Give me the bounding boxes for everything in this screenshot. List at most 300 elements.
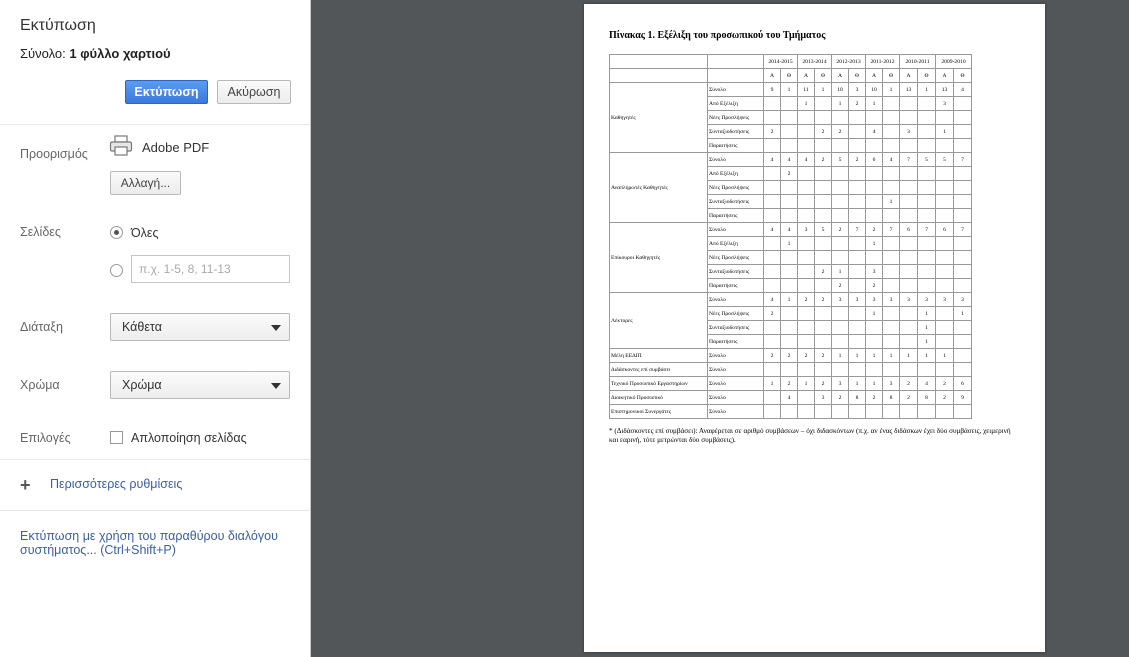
system-dialog-link[interactable]	[20, 529, 278, 557]
table-cell	[954, 349, 972, 363]
table-cell	[849, 209, 866, 223]
table-cell	[866, 405, 883, 419]
table-cell: 2	[849, 97, 866, 111]
table-cell: 5	[936, 153, 954, 167]
table-cell	[900, 237, 918, 251]
staff-category: Επίκουροι Καθηγητές	[610, 223, 708, 293]
table-cell	[832, 209, 849, 223]
table-cell	[764, 139, 781, 153]
table-cell	[883, 265, 900, 279]
table-cell	[954, 279, 972, 293]
table-cell	[815, 405, 832, 419]
table-row	[610, 349, 972, 363]
table-cell	[815, 111, 832, 125]
table-cell	[954, 97, 972, 111]
table-cell: 1	[866, 307, 883, 321]
table-cell: 3	[954, 293, 972, 307]
table-cell	[764, 209, 781, 223]
table-cell	[764, 335, 781, 349]
table-cell: 2	[866, 223, 883, 237]
table-cell	[815, 97, 832, 111]
table-cell	[918, 167, 936, 181]
table-cell	[900, 167, 918, 181]
table-cell	[954, 139, 972, 153]
table-cell: 1	[918, 335, 936, 349]
table-cell: 3	[918, 293, 936, 307]
table-cell	[918, 363, 936, 377]
table-row	[610, 391, 972, 405]
table-cell	[781, 251, 798, 265]
staff-category: Μέλη ΕΕΔΙΠ	[610, 349, 708, 363]
table-cell	[883, 335, 900, 349]
table-cell	[798, 279, 815, 293]
table-cell	[781, 307, 798, 321]
year-header: 2012-2013	[832, 55, 866, 69]
table-cell: 1	[918, 307, 936, 321]
table-cell: 3	[936, 293, 954, 307]
table-cell: 4	[764, 223, 781, 237]
table-cell: 6	[954, 377, 972, 391]
table-cell	[815, 321, 832, 335]
table-cell: 8	[918, 391, 936, 405]
sheet-summary	[20, 46, 171, 61]
table-cell	[866, 363, 883, 377]
table-cell: 13	[936, 83, 954, 97]
table-cell	[849, 279, 866, 293]
row-label: Σύνολο	[708, 391, 764, 405]
table-cell	[936, 363, 954, 377]
table-cell	[936, 195, 954, 209]
table-cell: 2	[815, 125, 832, 139]
table-cell	[883, 237, 900, 251]
table-cell	[866, 139, 883, 153]
subheader-cell: Α	[832, 69, 849, 83]
table-cell	[849, 195, 866, 209]
table-cell: 2	[781, 377, 798, 391]
table-cell	[883, 181, 900, 195]
table-row	[610, 293, 972, 307]
table-cell	[866, 167, 883, 181]
table-cell	[900, 335, 918, 349]
table-cell	[815, 279, 832, 293]
table-cell	[936, 167, 954, 181]
table-cell	[781, 139, 798, 153]
table-cell	[781, 111, 798, 125]
table-cell	[798, 251, 815, 265]
table-cell: 4	[883, 153, 900, 167]
table-cell	[883, 251, 900, 265]
table-cell	[832, 237, 849, 251]
printer-icon	[109, 135, 133, 157]
table-cell: 6	[936, 223, 954, 237]
table-cell: 1	[936, 349, 954, 363]
table-cell	[954, 181, 972, 195]
table-cell	[954, 251, 972, 265]
table-cell: 1	[866, 349, 883, 363]
table-cell	[918, 405, 936, 419]
table-cell	[764, 195, 781, 209]
table-cell	[849, 363, 866, 377]
table-cell	[849, 251, 866, 265]
table-cell: 4	[954, 83, 972, 97]
table-cell	[883, 139, 900, 153]
table-cell: 3	[815, 391, 832, 405]
table-cell	[764, 391, 781, 405]
table-cell	[900, 279, 918, 293]
table-cell	[900, 195, 918, 209]
table-cell: 2	[900, 377, 918, 391]
table-cell	[954, 265, 972, 279]
table-cell	[798, 391, 815, 405]
year-header: 2013-2014	[798, 55, 832, 69]
table-cell	[883, 405, 900, 419]
table-cell	[832, 139, 849, 153]
table-cell	[781, 195, 798, 209]
table-cell: 4	[781, 391, 798, 405]
row-label: Παραιτήσεις	[708, 279, 764, 293]
table-cell	[849, 265, 866, 279]
table-cell: 2	[781, 167, 798, 181]
table-cell: 11	[798, 83, 815, 97]
row-label: Νέες Προσλήψεις	[708, 181, 764, 195]
summary-value: 1 φύλλο χαρτιού	[69, 46, 171, 61]
table-cell: 6	[900, 223, 918, 237]
pages-custom-input[interactable]: π.χ. 1-5, 8, 11-13	[131, 255, 290, 283]
subheader-cell: Α	[936, 69, 954, 83]
table-row	[610, 223, 972, 237]
pages-custom-radio[interactable]	[110, 264, 123, 277]
table-cell	[781, 97, 798, 111]
table-cell	[781, 363, 798, 377]
table-cell: 7	[900, 153, 918, 167]
table-cell: 3	[936, 97, 954, 111]
table-cell	[815, 209, 832, 223]
table-cell	[954, 111, 972, 125]
table-cell	[764, 237, 781, 251]
table-cell	[781, 335, 798, 349]
table-cell	[815, 139, 832, 153]
table-header-years	[610, 55, 972, 69]
table-cell	[883, 307, 900, 321]
table-cell	[815, 237, 832, 251]
table-cell: 1	[832, 349, 849, 363]
table-cell	[849, 167, 866, 181]
table-cell	[798, 209, 815, 223]
table-cell: 1	[781, 237, 798, 251]
table-cell: 1	[849, 349, 866, 363]
table-cell	[832, 405, 849, 419]
table-cell	[832, 167, 849, 181]
table-cell: 2	[866, 391, 883, 405]
document-title: Πίνακας 1. Εξέλιξη του προσωπικού του Τμήματος	[609, 30, 826, 41]
table-cell: 7	[954, 223, 972, 237]
table-cell	[849, 181, 866, 195]
table-cell: 7	[849, 223, 866, 237]
table-cell	[764, 181, 781, 195]
table-cell	[764, 251, 781, 265]
table-cell	[798, 237, 815, 251]
table-cell	[883, 321, 900, 335]
table-cell: 3	[866, 265, 883, 279]
table-cell: 8	[883, 391, 900, 405]
table-cell	[764, 279, 781, 293]
row-label: Σύνολο	[708, 363, 764, 377]
row-label: Σύνολο	[708, 83, 764, 97]
staff-table	[609, 54, 972, 419]
print-button[interactable]: Εκτύπωση	[125, 80, 208, 104]
table-cell: 2	[832, 125, 849, 139]
table-cell	[883, 209, 900, 223]
table-cell	[883, 97, 900, 111]
table-cell: 2	[764, 125, 781, 139]
destination-label: Προορισμός	[20, 147, 88, 161]
simplify-page-checkbox[interactable]	[110, 431, 123, 444]
table-cell: 9	[764, 83, 781, 97]
table-cell: 1	[883, 195, 900, 209]
options-label: Επιλογές	[20, 431, 71, 445]
subheader-cell: Θ	[883, 69, 900, 83]
summary-label: Σύνολο:	[20, 46, 66, 61]
table-cell: 3	[883, 377, 900, 391]
table-cell: 1	[798, 377, 815, 391]
table-cell	[798, 181, 815, 195]
table-cell	[798, 321, 815, 335]
table-cell	[849, 307, 866, 321]
table-cell	[954, 363, 972, 377]
staff-category: Καθηγητές	[610, 83, 708, 153]
table-cell	[849, 111, 866, 125]
table-cell	[883, 279, 900, 293]
table-cell	[900, 111, 918, 125]
divider	[0, 124, 310, 125]
table-cell	[954, 405, 972, 419]
table-cell: 10	[832, 83, 849, 97]
table-cell	[849, 125, 866, 139]
table-cell: 4	[764, 153, 781, 167]
table-cell	[918, 237, 936, 251]
row-label: Συνταξιοδοτήσεις	[708, 195, 764, 209]
simplify-page-label: Απλοποίηση σελίδας	[131, 431, 247, 445]
pages-all-radio[interactable]	[110, 226, 123, 239]
table-cell	[918, 195, 936, 209]
table-cell	[832, 335, 849, 349]
row-label: Από Εξέλιξη	[708, 237, 764, 251]
table-cell	[900, 265, 918, 279]
table-cell: 3	[849, 83, 866, 97]
table-cell	[918, 97, 936, 111]
table-cell: 4	[781, 153, 798, 167]
staff-category: Επιστημονικοί Συνεργάτες	[610, 405, 708, 419]
pages-all-label: Όλες	[131, 226, 159, 240]
table-cell	[918, 209, 936, 223]
table-cell: 10	[866, 83, 883, 97]
color-select[interactable]	[110, 371, 290, 399]
print-preview-area	[311, 0, 1129, 657]
more-settings-link[interactable]: Περισσότερες ρυθμίσεις	[50, 477, 183, 491]
table-cell	[764, 97, 781, 111]
subheader-cell: Θ	[781, 69, 798, 83]
color-select-value: Χρώμα	[122, 378, 162, 392]
table-header-subcolumns	[610, 69, 972, 83]
table-cell: 2	[900, 391, 918, 405]
table-cell	[815, 363, 832, 377]
table-cell: 2	[815, 293, 832, 307]
table-cell: 1	[798, 97, 815, 111]
table-cell	[954, 125, 972, 139]
table-cell	[936, 279, 954, 293]
header-empty-cell	[708, 55, 764, 69]
table-cell: 2	[781, 349, 798, 363]
table-cell: 1	[918, 321, 936, 335]
layout-select[interactable]	[110, 313, 290, 341]
table-cell	[798, 335, 815, 349]
table-cell: 1	[832, 97, 849, 111]
header-empty-cell	[708, 69, 764, 83]
table-cell	[764, 405, 781, 419]
table-cell: 1	[883, 83, 900, 97]
table-cell	[954, 195, 972, 209]
table-cell	[849, 321, 866, 335]
table-cell: 9	[954, 391, 972, 405]
table-cell	[798, 125, 815, 139]
table-row	[610, 363, 972, 377]
table-cell	[781, 279, 798, 293]
table-cell: 2	[832, 391, 849, 405]
row-label: Παραιτήσεις	[708, 209, 764, 223]
table-cell	[954, 209, 972, 223]
table-cell	[866, 111, 883, 125]
table-cell: 2	[849, 153, 866, 167]
table-cell	[936, 181, 954, 195]
table-cell	[849, 405, 866, 419]
table-cell: 6	[866, 153, 883, 167]
table-cell	[866, 181, 883, 195]
row-label: Νέες Προσλήψεις	[708, 307, 764, 321]
layout-select-value: Κάθετα	[122, 320, 162, 334]
table-cell: 2	[936, 377, 954, 391]
table-cell	[832, 181, 849, 195]
table-cell: 3	[900, 125, 918, 139]
cancel-button[interactable]: Ακύρωση	[217, 80, 291, 104]
table-cell: 4	[866, 125, 883, 139]
divider	[0, 510, 310, 511]
print-dialog-title: Εκτύπωση	[20, 17, 96, 34]
table-cell: 4	[798, 153, 815, 167]
table-cell	[936, 405, 954, 419]
table-cell	[764, 265, 781, 279]
table-cell	[832, 363, 849, 377]
table-cell	[815, 307, 832, 321]
chevron-down-icon	[271, 383, 281, 389]
row-label: Συνταξιοδοτήσεις	[708, 125, 764, 139]
table-cell: 2	[798, 349, 815, 363]
table-cell: 2	[866, 279, 883, 293]
table-cell	[900, 181, 918, 195]
header-empty-cell	[610, 69, 708, 83]
table-cell	[918, 279, 936, 293]
system-dialog-line2: συστήματος... (Ctrl+Shift+P)	[20, 543, 176, 557]
table-cell	[936, 321, 954, 335]
table-cell	[832, 195, 849, 209]
table-cell	[866, 335, 883, 349]
change-destination-button[interactable]: Αλλαγή...	[110, 171, 181, 195]
table-cell	[781, 125, 798, 139]
table-cell: 3	[798, 223, 815, 237]
row-label: Σύνολο	[708, 377, 764, 391]
destination-printer-name: Adobe PDF	[142, 140, 210, 155]
table-cell	[832, 251, 849, 265]
table-cell: 3	[832, 293, 849, 307]
subheader-cell: Α	[900, 69, 918, 83]
staff-category: Τεχνικό Προσωπικό Εργαστηρίων	[610, 377, 708, 391]
table-cell	[849, 237, 866, 251]
table-cell	[815, 181, 832, 195]
row-label: Σύνολο	[708, 349, 764, 363]
table-cell: 1	[781, 83, 798, 97]
row-label: Από Εξέλιξη	[708, 167, 764, 181]
table-cell	[781, 405, 798, 419]
table-cell: 1	[954, 307, 972, 321]
table-cell	[832, 307, 849, 321]
subheader-cell: Θ	[954, 69, 972, 83]
staff-category: Διδάσκοντες επί συμβάσει	[610, 363, 708, 377]
row-label: Παραιτήσεις	[708, 335, 764, 349]
table-cell	[815, 167, 832, 181]
table-cell: 1	[815, 83, 832, 97]
table-cell	[954, 335, 972, 349]
row-label: Σύνολο	[708, 153, 764, 167]
row-label: Σύνολο	[708, 293, 764, 307]
table-cell: 1	[883, 349, 900, 363]
table-cell	[832, 111, 849, 125]
layout-label: Διάταξη	[20, 320, 63, 334]
table-cell	[883, 125, 900, 139]
table-cell: 2	[815, 349, 832, 363]
table-cell	[954, 167, 972, 181]
table-row	[610, 405, 972, 419]
table-cell: 5	[815, 223, 832, 237]
table-cell	[918, 265, 936, 279]
table-cell	[798, 195, 815, 209]
table-cell: 4	[918, 377, 936, 391]
table-cell	[936, 139, 954, 153]
table-row	[610, 83, 972, 97]
table-cell	[798, 307, 815, 321]
staff-category: Αναπληρωτές Καθηγητές	[610, 153, 708, 223]
table-cell: 2	[815, 265, 832, 279]
preview-page	[584, 4, 1045, 652]
table-cell: 1	[918, 83, 936, 97]
table-cell: 4	[781, 223, 798, 237]
print-settings-sidebar	[0, 0, 311, 657]
subheader-cell: Α	[764, 69, 781, 83]
table-cell	[936, 335, 954, 349]
subheader-cell: Θ	[918, 69, 936, 83]
table-cell: 2	[764, 307, 781, 321]
table-cell	[954, 321, 972, 335]
staff-category: Διοικητικό Προσωπικό	[610, 391, 708, 405]
table-cell: 2	[832, 279, 849, 293]
plus-icon[interactable]: +	[20, 475, 31, 495]
table-cell	[798, 265, 815, 279]
table-cell	[900, 251, 918, 265]
table-cell: 1	[866, 97, 883, 111]
table-cell	[764, 111, 781, 125]
row-label: Σύνολο	[708, 405, 764, 419]
chevron-down-icon	[271, 325, 281, 331]
table-cell	[815, 195, 832, 209]
table-cell: 3	[832, 377, 849, 391]
